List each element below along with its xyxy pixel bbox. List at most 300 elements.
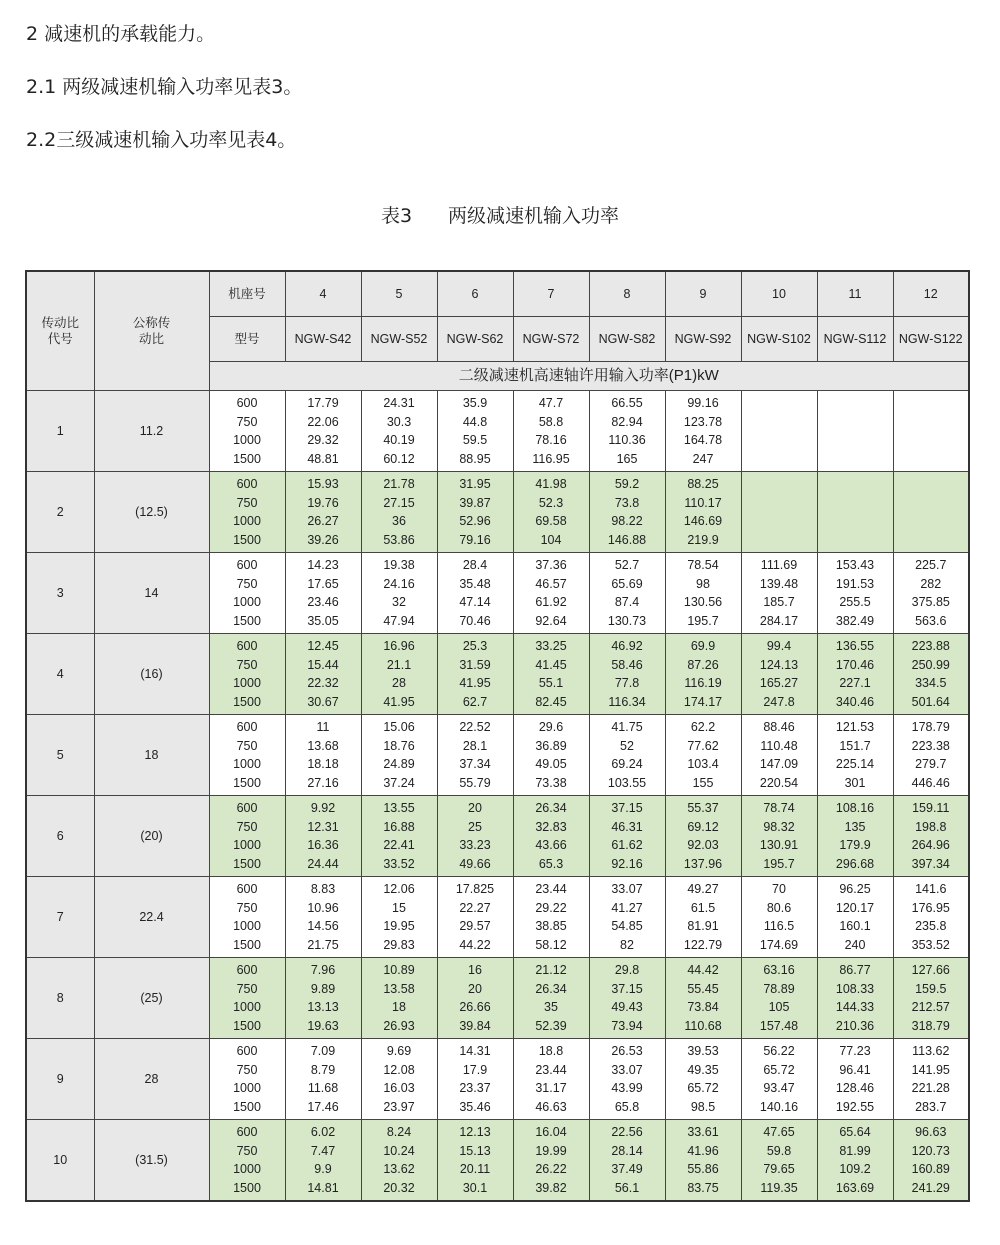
power-value: 382.49	[835, 613, 875, 628]
power-value: 235.8	[915, 919, 947, 934]
ratio-code-cell: 9	[26, 1039, 94, 1120]
power-value: 92.64	[535, 613, 567, 628]
power-value: 26.22	[535, 1162, 567, 1177]
power-value: 25	[468, 819, 482, 834]
power-cell	[893, 958, 969, 1039]
power-value: 60.12	[383, 451, 415, 466]
model-cell: NGW-S42	[285, 317, 361, 362]
power-value: 210.36	[835, 1018, 875, 1033]
power-cell	[361, 796, 437, 877]
power-value: 16.03	[383, 1081, 415, 1096]
power-value: 110.36	[608, 433, 646, 448]
power-cell	[285, 715, 361, 796]
power-value: 30.67	[307, 694, 339, 709]
power-value: 98.5	[690, 1099, 716, 1114]
table-caption	[0, 204, 1000, 228]
frame-size-cell: 12	[893, 271, 969, 317]
speed-cell	[209, 958, 285, 1039]
power-value: 140.16	[759, 1099, 799, 1114]
power-value: 78.74	[763, 801, 795, 815]
input-power-table	[25, 270, 970, 1202]
power-value: 19.38	[383, 558, 415, 572]
power-value: 27.15	[383, 495, 415, 510]
input-speed-value: 1000	[233, 757, 261, 772]
power-value: 6.02	[310, 1125, 336, 1139]
power-value: 65.8	[614, 1099, 640, 1114]
power-value: 65.72	[763, 1062, 795, 1077]
power-value: 46.63	[535, 1099, 567, 1114]
power-cell	[513, 877, 589, 958]
power-cell	[437, 877, 513, 958]
power-cell	[665, 1039, 741, 1120]
nominal-ratio-cell: (20)	[94, 796, 209, 877]
power-value: 12.08	[383, 1062, 415, 1077]
power-cell	[437, 1039, 513, 1120]
table-row	[26, 553, 969, 634]
input-speed-value: 1000	[233, 676, 261, 691]
power-value: 61.62	[611, 838, 643, 853]
power-value: 108.16	[835, 801, 875, 815]
power-value: 35.48	[459, 576, 491, 591]
power-cell	[361, 391, 437, 472]
power-value: 18	[392, 1000, 406, 1015]
power-value: 81.91	[687, 919, 719, 934]
power-value: 113.62	[912, 1044, 950, 1058]
power-value: 23.44	[535, 882, 567, 896]
power-value: 103.55	[607, 775, 647, 790]
power-value: 96.41	[839, 1062, 871, 1077]
frame-size-cell: 6	[437, 271, 513, 317]
power-cell	[741, 715, 817, 796]
power-value: 122.79	[683, 937, 723, 952]
power-value: 55.79	[459, 775, 491, 790]
power-value: 82	[620, 937, 634, 952]
power-value: 55.86	[687, 1162, 719, 1177]
input-speed-value: 600	[236, 477, 258, 491]
power-value: 22.56	[611, 1125, 643, 1139]
power-value: 47.94	[383, 613, 415, 628]
nominal-ratio-cell: 11.2	[94, 391, 209, 472]
input-speed-value: 1000	[233, 838, 261, 853]
power-value: 26.34	[535, 801, 567, 815]
speed-cell	[209, 472, 285, 553]
power-value: 78.89	[763, 981, 795, 996]
table-row	[26, 1120, 969, 1202]
power-value: 116.34	[608, 694, 646, 709]
power-value: 25.3	[462, 639, 488, 653]
frame-size-cell: 10	[741, 271, 817, 317]
power-value: 130.73	[607, 613, 647, 628]
power-cell	[665, 391, 741, 472]
power-value: 47.65	[763, 1125, 795, 1139]
input-speed-value: 1500	[233, 937, 261, 952]
table-row	[26, 796, 969, 877]
power-value: 39.82	[535, 1180, 567, 1195]
power-value: 12.31	[307, 819, 339, 834]
power-value: 212.57	[911, 1000, 950, 1015]
power-cell	[437, 796, 513, 877]
ratio-code-cell: 3	[26, 553, 94, 634]
power-value: 15.06	[383, 720, 415, 734]
power-cell	[589, 472, 665, 553]
power-cell	[817, 634, 893, 715]
input-speed-value: 750	[236, 738, 258, 753]
power-value: 35	[544, 1000, 558, 1015]
power-value: 12.06	[383, 882, 415, 896]
input-speed-value: 1500	[233, 1180, 261, 1195]
power-value: 10.24	[383, 1143, 415, 1158]
power-value: 28	[392, 676, 406, 691]
model-cell: NGW-S92	[665, 317, 741, 362]
table-row	[26, 877, 969, 958]
power-cell	[285, 796, 361, 877]
power-value: 99.16	[687, 396, 719, 410]
power-value: 264.96	[911, 838, 950, 853]
input-speed-value: 1500	[233, 451, 261, 466]
power-value: 223.38	[911, 738, 950, 753]
power-value: 110.17	[684, 495, 722, 510]
input-speed-value: 750	[236, 981, 258, 996]
power-value: 26.53	[611, 1044, 643, 1058]
power-value: 20	[468, 981, 482, 996]
power-value: 20.32	[383, 1180, 415, 1195]
power-value: 225.14	[835, 757, 875, 772]
power-value: 65.64	[839, 1125, 871, 1139]
power-value: 46.92	[611, 639, 643, 653]
power-value: 155	[692, 775, 714, 790]
power-cell	[817, 472, 893, 553]
power-value: 41.27	[611, 900, 643, 915]
power-cell	[361, 634, 437, 715]
power-value: 49.35	[687, 1062, 719, 1077]
power-value: 10.89	[383, 963, 415, 977]
power-value: 88.46	[763, 720, 795, 734]
power-cell	[513, 553, 589, 634]
power-value: 56.22	[763, 1044, 795, 1058]
power-value: 70.46	[459, 613, 491, 628]
table-row	[26, 715, 969, 796]
power-value: 255.5	[839, 595, 871, 610]
input-speed-value: 1000	[233, 919, 261, 934]
input-speed-value: 750	[236, 1143, 258, 1158]
power-cell	[285, 634, 361, 715]
power-value: 39.84	[459, 1018, 491, 1033]
power-cell	[361, 472, 437, 553]
power-value: 282	[920, 576, 942, 591]
power-cell	[741, 958, 817, 1039]
input-speed-value: 1500	[233, 1099, 261, 1114]
power-value: 247	[692, 451, 714, 466]
power-value: 13.58	[383, 981, 415, 996]
power-value: 29.32	[307, 433, 339, 448]
power-value: 17.46	[307, 1099, 339, 1114]
power-cell	[513, 958, 589, 1039]
speed-cell	[209, 715, 285, 796]
power-cell	[817, 553, 893, 634]
power-value: 220.54	[759, 775, 799, 790]
nominal-ratio-cell: 18	[94, 715, 209, 796]
power-value: 55.45	[687, 981, 719, 996]
power-value: 110.48	[760, 738, 798, 753]
power-value: 48.81	[307, 451, 339, 466]
table-row	[26, 634, 969, 715]
power-cell	[589, 958, 665, 1039]
power-cell	[437, 553, 513, 634]
power-value: 47.14	[459, 595, 491, 610]
power-value: 146.88	[607, 532, 647, 547]
power-cell	[893, 1120, 969, 1202]
power-cell	[893, 553, 969, 634]
power-value: 33.07	[611, 882, 643, 896]
power-cell	[589, 877, 665, 958]
power-value: 21.78	[383, 477, 415, 491]
power-value: 52.96	[459, 514, 491, 529]
power-value: 69.9	[690, 639, 716, 653]
power-value: 19.76	[307, 495, 339, 510]
input-speed-value: 1500	[233, 694, 261, 709]
power-cell	[513, 472, 589, 553]
power-value: 22.32	[307, 676, 339, 691]
power-value: 146.69	[683, 514, 723, 529]
power-value: 24.44	[307, 856, 339, 871]
power-value: 153.43	[835, 558, 875, 572]
power-value: 31.17	[535, 1081, 567, 1096]
power-value: 82.45	[535, 694, 567, 709]
power-cell	[513, 796, 589, 877]
power-value: 23.44	[535, 1062, 567, 1077]
power-cell	[285, 877, 361, 958]
power-value: 65.3	[538, 856, 564, 871]
power-value: 16	[468, 963, 482, 977]
power-value: 123.78	[683, 414, 723, 429]
input-speed-value: 750	[236, 819, 258, 834]
input-speed-value: 1500	[233, 856, 261, 871]
power-value: 163.69	[835, 1180, 875, 1195]
power-value: 10.96	[307, 900, 339, 915]
power-value: 96.63	[915, 1125, 947, 1139]
power-value: 99.4	[766, 639, 792, 653]
power-cell	[589, 1120, 665, 1202]
power-value: 501.64	[911, 694, 950, 709]
power-value: 41.95	[383, 694, 415, 709]
power-value: 120.17	[835, 900, 875, 915]
nominal-ratio-cell: (16)	[94, 634, 209, 715]
power-value: 16.04	[535, 1125, 567, 1139]
power-value: 46.31	[611, 819, 643, 834]
power-value: 36.89	[535, 738, 567, 753]
header-power-label: 二级减速机高速轴许用输入功率(P1)kW	[209, 362, 969, 391]
power-value: 240	[844, 937, 866, 952]
power-value: 15.93	[307, 477, 339, 491]
power-value: 77.23	[839, 1044, 871, 1058]
power-value: 92.03	[687, 838, 719, 853]
power-value: 7.96	[310, 963, 336, 977]
input-speed-value: 750	[236, 657, 258, 672]
power-value: 135	[844, 819, 866, 834]
power-cell	[513, 634, 589, 715]
power-value: 18.18	[307, 757, 339, 772]
power-value: 52.7	[614, 558, 640, 572]
power-value: 13.55	[383, 801, 415, 815]
power-cell	[817, 391, 893, 472]
power-value: 15.13	[459, 1143, 491, 1158]
power-value: 54.85	[611, 919, 643, 934]
power-value: 14.81	[307, 1180, 339, 1195]
power-value: 17.79	[307, 396, 339, 410]
power-value: 17.9	[462, 1062, 488, 1077]
power-value: 144.33	[835, 1000, 875, 1015]
power-value: 78.16	[535, 433, 567, 448]
power-value: 14.31	[459, 1044, 491, 1058]
power-value: 59.8	[766, 1143, 792, 1158]
power-value: 170.46	[835, 657, 875, 672]
power-value: 178.79	[911, 720, 950, 734]
power-value: 58.12	[535, 937, 567, 952]
power-value: 37.36	[535, 558, 567, 572]
input-speed-value: 1000	[233, 595, 261, 610]
input-speed-value: 1000	[233, 1081, 261, 1096]
power-value: 27.16	[307, 775, 339, 790]
power-value: 159.11	[912, 801, 950, 815]
power-value: 26.34	[535, 981, 567, 996]
power-value: 58.46	[611, 657, 643, 672]
header-frame-label: 机座号	[209, 271, 285, 317]
power-cell	[741, 796, 817, 877]
power-value: 130.91	[759, 838, 799, 853]
header-ratio: 公称传 动比	[94, 271, 209, 391]
nominal-ratio-cell: 22.4	[94, 877, 209, 958]
power-value: 563.6	[915, 613, 947, 628]
power-value: 227.1	[839, 676, 871, 691]
power-cell	[589, 715, 665, 796]
power-value: 151.7	[839, 738, 871, 753]
power-value: 62.7	[462, 694, 488, 709]
power-value: 334.5	[915, 676, 947, 691]
table-title: 两级减速机输入功率	[448, 205, 620, 227]
input-speed-value: 750	[236, 414, 258, 429]
power-value: 81.99	[839, 1143, 871, 1158]
power-cell	[665, 1120, 741, 1202]
power-value: 116.5	[763, 919, 795, 934]
frame-size-cell: 9	[665, 271, 741, 317]
power-value: 78.54	[687, 558, 719, 572]
power-cell	[361, 877, 437, 958]
table-row	[26, 958, 969, 1039]
power-cell	[513, 1039, 589, 1120]
input-speed-value: 1500	[233, 1018, 261, 1033]
power-value: 26.27	[307, 514, 339, 529]
power-cell	[285, 553, 361, 634]
power-cell	[893, 1039, 969, 1120]
power-cell	[665, 796, 741, 877]
nominal-ratio-cell: (12.5)	[94, 472, 209, 553]
power-value: 63.16	[763, 963, 795, 977]
table-number: 表3	[380, 205, 413, 227]
input-speed-value: 750	[236, 1062, 258, 1077]
power-value: 19.63	[307, 1018, 339, 1033]
ratio-code-cell: 2	[26, 472, 94, 553]
power-value: 36	[392, 514, 406, 529]
power-value: 11	[316, 720, 330, 734]
table-row	[26, 1039, 969, 1120]
power-cell	[285, 391, 361, 472]
power-value: 13.68	[307, 738, 339, 753]
power-value: 35.9	[462, 396, 488, 410]
power-value: 33.25	[535, 639, 567, 653]
power-value: 55.37	[687, 801, 719, 815]
power-value: 195.7	[763, 856, 795, 871]
power-value: 73.8	[614, 495, 640, 510]
power-value: 284.17	[759, 613, 799, 628]
power-cell	[665, 715, 741, 796]
input-speed-value: 600	[236, 558, 258, 572]
table-row	[26, 391, 969, 472]
input-speed-value: 600	[236, 639, 258, 653]
model-cell: NGW-S82	[589, 317, 665, 362]
table-row	[26, 472, 969, 553]
model-cell: NGW-S62	[437, 317, 513, 362]
power-value: 104	[540, 532, 562, 547]
power-value: 116.95	[532, 451, 570, 466]
ratio-code-cell: 8	[26, 958, 94, 1039]
power-value: 225.7	[915, 558, 947, 572]
power-value: 195.7	[687, 613, 719, 628]
power-cell	[589, 634, 665, 715]
power-value: 174.69	[759, 937, 799, 952]
power-value: 160.89	[911, 1162, 950, 1177]
power-value: 20.11	[459, 1162, 491, 1177]
power-value: 98.32	[763, 819, 795, 834]
power-cell	[741, 553, 817, 634]
power-value: 159.5	[915, 981, 947, 996]
power-value: 24.31	[383, 396, 415, 410]
power-value: 28.14	[611, 1143, 643, 1158]
power-value: 37.15	[611, 981, 643, 996]
power-value: 147.09	[759, 757, 799, 772]
speed-cell	[209, 1120, 285, 1202]
power-value: 111.69	[760, 558, 798, 572]
power-value: 47.7	[538, 396, 564, 410]
power-value: 165.27	[759, 676, 799, 691]
power-value: 88.25	[687, 477, 719, 491]
power-value: 11.68	[307, 1081, 339, 1096]
power-value: 22.52	[459, 720, 491, 734]
power-value: 124.13	[759, 657, 799, 672]
input-speed-value: 1500	[233, 775, 261, 790]
power-cell	[589, 391, 665, 472]
speed-cell	[209, 553, 285, 634]
power-value: 24.89	[383, 757, 415, 772]
power-value: 16.88	[383, 819, 415, 834]
power-cell	[665, 877, 741, 958]
input-speed-value: 750	[236, 900, 258, 915]
power-value: 61.5	[690, 900, 716, 915]
power-value: 139.48	[759, 576, 799, 591]
header-code: 传动比 代号	[26, 271, 94, 391]
power-value: 59.5	[462, 433, 488, 448]
power-cell	[589, 1039, 665, 1120]
power-value: 44.22	[459, 937, 491, 952]
power-value: 21.12	[535, 963, 567, 977]
power-value: 12.45	[307, 639, 339, 653]
header-row-frame	[26, 271, 969, 317]
power-cell	[893, 715, 969, 796]
power-value: 9.92	[310, 801, 336, 815]
input-speed-value: 1000	[233, 1000, 261, 1015]
power-value: 21.1	[386, 657, 412, 672]
power-value: 31.59	[459, 657, 491, 672]
nominal-ratio-cell: (31.5)	[94, 1120, 209, 1202]
